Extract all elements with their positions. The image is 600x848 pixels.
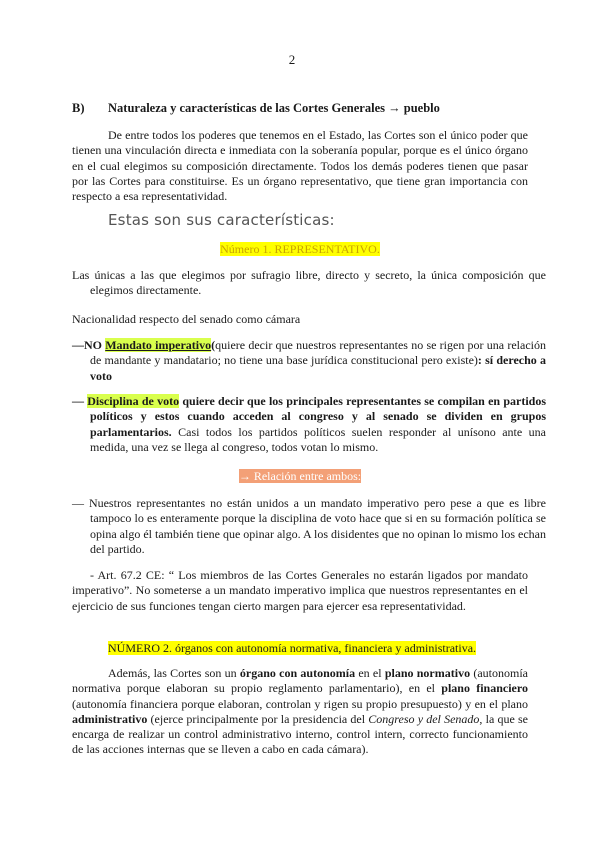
relacion-title: → Relación entre ambos:: [238, 469, 362, 483]
point1-paragraph: Las únicas a las que elegimos por sufragio libre, directo y secreto, la única composición que elegimos directamente.: [72, 268, 546, 298]
intro-paragraph: De entre todos los poderes que tenemos en el Estado, las Cortes son el único poder que tienen una vinculación directa e inmediata con la soberanía popular, porque es el único órgano en el cual elegimos su composición directamente. Todos los demás poderes tienen que pasar por las Cortes para constituirse. Es un órgano representativo, que tiene gran importancia con respecto a esa representatividad.: [72, 128, 528, 204]
article-paragraph: - Art. 67.2 CE: “ Los miembros de las Cortes Generales no estarán ligados por mandato imperativo”. No someterse a un mandato imperativo implica que nuestros representantes en el ejercicio de sus funciones tengan cierto margen para ejercer esa representatividad.: [72, 568, 528, 613]
final-italic-congreso: Congreso y del Senado: [368, 711, 480, 726]
section-title: Naturaleza y características de las Cortes Generales → pueblo: [108, 101, 440, 115]
characteristics-subheading: Estas son sus características:: [108, 211, 335, 229]
disciplina-dash: —: [72, 394, 88, 408]
final-bold-financiero: plano financiero: [441, 681, 528, 696]
page-number: 2: [288, 52, 296, 67]
point1-title: Número 1. REPRESENTATIVO.: [220, 242, 380, 256]
final-bold-organo: órgano con autonomía: [239, 666, 356, 680]
final-bold-administrativo: administrativo: [72, 711, 148, 726]
section-label: B): [72, 101, 85, 115]
final-text-5: (ejerce principalmente por la presidencia del: [147, 711, 369, 726]
relacion-paragraph: — Nuestros representantes no están unidos a un mandato imperativo pero pese a que es libre tampoco lo es enteramente porque la disciplina de voto hace que si en su formación política se opina algo él también tiene que opinar algo. A los disidentes que no opinan lo mismo los echan del partido.: [72, 496, 546, 556]
disciplina-bold-text: quiere decir que los principales representantes se compilan en partidos políticos y estos cuando acceden al congreso y al senado se dividen en grupos parlamentarios.: [90, 394, 547, 439]
disciplina-highlight: Disciplina de voto: [87, 394, 180, 408]
point2-title: NÚMERO 2. órganos con autonomía normativa, financiera y administrativa.: [108, 641, 477, 655]
relacion-wrap: [0, 467, 600, 485]
point2-title-wrap: [108, 641, 476, 656]
final-text-6: , la que se encarga de realizar un control administrativo interno, control intern, correcto funcionamiento de las acciones internas que se lleven a cabo en cada cámara).: [72, 711, 528, 757]
section-heading: [72, 101, 440, 116]
nationality-line: Nacionalidad respecto del senado como cámara: [72, 312, 301, 326]
final-bold-normativo: plano normativo: [384, 666, 471, 680]
point1-title-wrap: [0, 240, 600, 258]
disciplina-paragraph: [72, 394, 546, 455]
final-text-3: (autonomía normativa porque elaboran su propio reglamento parlamentario), en el: [72, 666, 528, 696]
final-text-1: Además, las Cortes son un: [108, 666, 240, 680]
mandato-highlight: Mandato imperativo: [105, 338, 212, 352]
final-paragraph: [72, 666, 528, 758]
final-text-2: en el: [355, 666, 385, 680]
mandato-dash: —NO: [72, 338, 106, 352]
mandato-paren: (: [211, 338, 216, 352]
mandato-text: quiere decir que nuestros representantes no se rigen por una relación de mandante y mandatario; no tiene una base jurídica constitucional pero existe): [90, 338, 546, 368]
disciplina-text: Casi todos los partidos políticos suelen responder al unísono ante una medida, una vez se llega al congreso, todos votan lo mismo.: [90, 424, 546, 454]
mandato-bold-end: : sí derecho a voto: [90, 353, 547, 383]
final-text-4: (autonomía financiera porque elaboran, controlan y rigen su propio presupuesto) y en el plano: [72, 696, 528, 711]
mandato-paragraph: [72, 338, 546, 384]
